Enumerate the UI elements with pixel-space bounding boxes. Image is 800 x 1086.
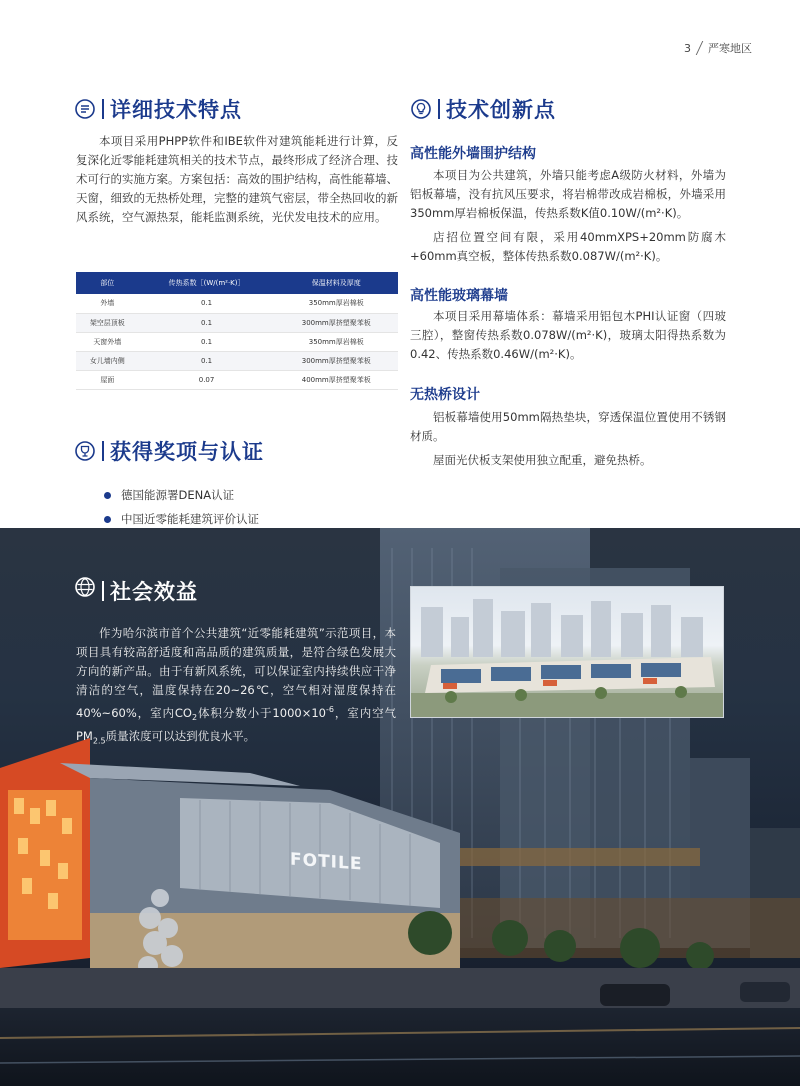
globe-icon bbox=[74, 580, 96, 602]
table-header-row bbox=[76, 272, 398, 294]
cell-part: 天窗外墙 bbox=[76, 332, 139, 351]
awards-heading bbox=[74, 436, 264, 466]
subhead-curtain-wall: 高性能玻璃幕墙 bbox=[410, 288, 508, 304]
subhead-envelope: 高性能外墙围护结构 bbox=[410, 146, 536, 162]
heading-bar bbox=[102, 441, 104, 461]
innovation-heading bbox=[410, 94, 556, 124]
social-benefit-paragraph: 作为哈尔滨市首个公共建筑“近零能耗建筑”示范项目，本项目具有较高舒适度和高品质的建筑质量，是符合绿色发展大方向的新产品。由于有新风系统，可以保证室内持续供应干净清洁的空气，温度保持在20~26℃，空气相对湿度保持在40%~60%，室内$CO_2$体积分数小于$1000\times 10^{-6}$，室内空气$PM_{2.5}$质量浓度可以达到优良水平。 bbox=[76, 626, 397, 746]
cell-u-value: 0.1 bbox=[139, 294, 275, 313]
table-row bbox=[76, 370, 398, 389]
cell-part: 女儿墙内侧 bbox=[76, 351, 139, 370]
cell-u-value: 0.1 bbox=[139, 351, 275, 370]
social-benefit-title: 社会效益 bbox=[110, 580, 198, 604]
page-number: 3 bbox=[684, 41, 691, 55]
col-header-u-value: 传热系数［(W/(m²·K)］ bbox=[139, 272, 275, 294]
tech-features-title: 详细技术特点 bbox=[110, 98, 242, 122]
award-label: 中国近零能耗建筑评价认证 bbox=[121, 512, 259, 526]
envelope-paragraph: 本项目为公共建筑，外墙只能考虑A级防火材料，外墙为铝板幕墙，没有抗风压要求，将岩棉带改成岩棉板，外墙采用350mm厚岩棉板保温，传热系数K值0.10W/(m²·K)。 店招位置空间有限，采用40mmXPS+20mm防腐木+60mm真空板，整体传热系数0.087W/(m²·K)。 bbox=[410, 168, 726, 263]
cell-insulation: 400mm厚挤塑聚苯板 bbox=[274, 370, 398, 389]
cell-u-value: 0.1 bbox=[139, 332, 275, 351]
bullet-icon bbox=[104, 516, 111, 523]
table-row bbox=[76, 351, 398, 370]
table-row bbox=[76, 332, 398, 351]
cell-insulation: 350mm厚岩棉板 bbox=[274, 332, 398, 351]
mall-sign: FOTILE bbox=[290, 849, 363, 875]
cell-u-value: 0.1 bbox=[139, 313, 275, 332]
heading-bar bbox=[102, 99, 104, 119]
col-header-insulation: 保温材料及厚度 bbox=[274, 272, 398, 294]
table-row bbox=[76, 294, 398, 313]
night-city-scene bbox=[0, 528, 800, 1086]
awards-list bbox=[104, 484, 259, 532]
rendering-illustration bbox=[411, 587, 724, 718]
thermal-bridge-paragraph: 铝板幕墙使用50mm隔热垫块，穿透保温位置使用不锈钢材质。 屋面光伏板支架使用独立配重，避免热桥。 bbox=[410, 410, 726, 467]
tech-features-heading bbox=[74, 94, 242, 124]
region-label: 严寒地区 bbox=[708, 42, 752, 55]
thermal-spec-table bbox=[76, 272, 398, 390]
header-divider bbox=[696, 41, 704, 55]
cell-part: 外墙 bbox=[76, 294, 139, 313]
list-item bbox=[104, 484, 259, 506]
heading-bar bbox=[438, 99, 440, 119]
trophy-icon bbox=[74, 440, 96, 462]
subhead-thermal-bridge: 无热桥设计 bbox=[410, 387, 480, 403]
cell-u-value: 0.07 bbox=[139, 370, 275, 389]
tech-spec-icon bbox=[74, 98, 96, 120]
cell-insulation: 300mm厚挤塑聚苯板 bbox=[274, 313, 398, 332]
cell-part: 架空层顶板 bbox=[76, 313, 139, 332]
lightbulb-icon bbox=[410, 98, 432, 120]
awards-title: 获得奖项与认证 bbox=[110, 440, 264, 464]
heading-bar bbox=[102, 581, 104, 601]
list-item bbox=[104, 508, 259, 530]
project-rendering-image bbox=[410, 586, 724, 718]
table-row bbox=[76, 313, 398, 332]
cell-insulation: 350mm厚岩棉板 bbox=[274, 294, 398, 313]
page-header bbox=[684, 40, 752, 56]
tech-features-paragraph: 本项目采用PHPP软件和IBE软件对建筑能耗进行计算，反复深化近零能耗建筑相关的技术节点，最终形成了经济合理、技术可行的实施方案。方案包括：高效的围护结构，高性能幕墙、天窗，细致的无热桥处理，完整的建筑气密层，带全热回收的新风系统，空气源热泵，能耗监测系统，光伏发电技术的应用。 bbox=[76, 134, 398, 224]
bullet-icon bbox=[104, 492, 111, 499]
innovation-title: 技术创新点 bbox=[446, 98, 556, 122]
col-header-part: 部位 bbox=[76, 272, 139, 294]
cell-part: 屋面 bbox=[76, 370, 139, 389]
cell-insulation: 300mm厚挤塑聚苯板 bbox=[274, 351, 398, 370]
curtain-wall-paragraph: 本项目采用幕墙体系：幕墙采用铝包木PHI认证窗（四玻三腔），整窗传热系数0.078W/(m²·K)，玻璃太阳得热系数为0.42、传热系数0.46W/(m²·K)。 bbox=[410, 309, 726, 361]
social-benefit-heading bbox=[74, 576, 198, 606]
award-label: 德国能源署DENA认证 bbox=[121, 488, 235, 502]
